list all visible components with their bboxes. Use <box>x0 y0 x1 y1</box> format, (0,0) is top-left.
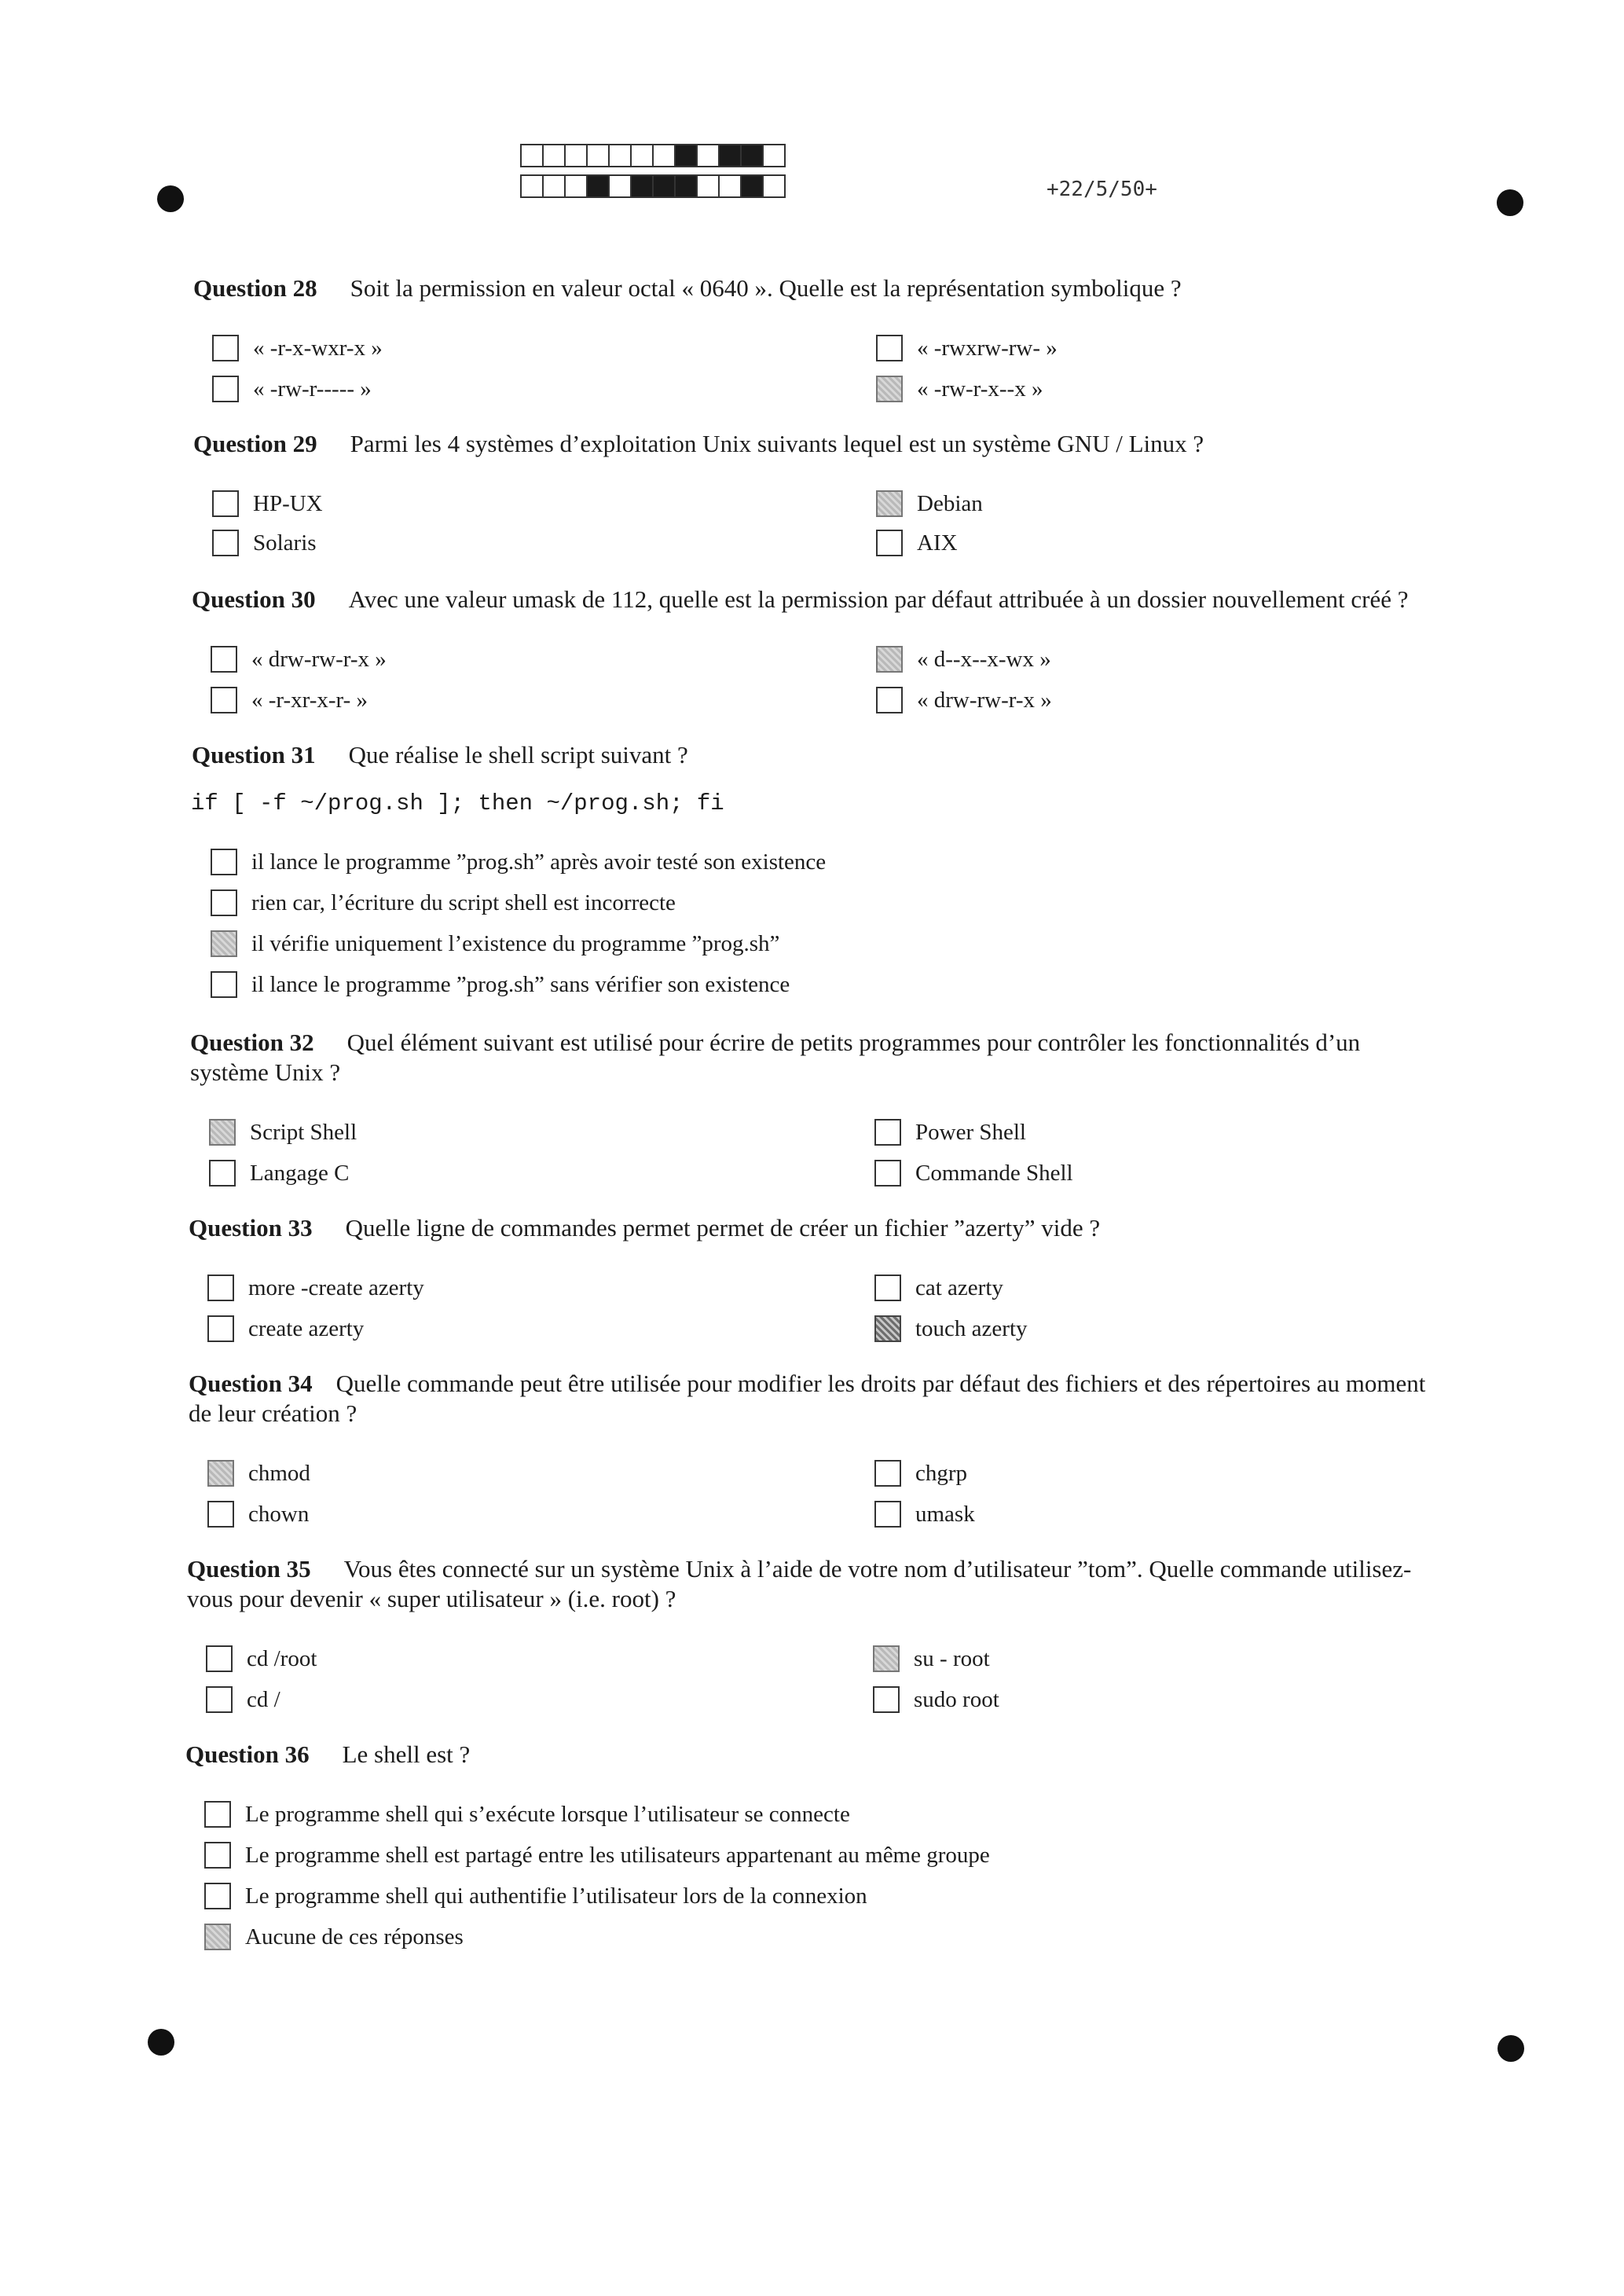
choice-q36-d[interactable] <box>204 1920 464 1953</box>
choice-label: Solaris <box>253 530 317 556</box>
answer-checkbox[interactable] <box>204 1924 231 1950</box>
choice-q32-b[interactable] <box>874 1116 1026 1149</box>
choice-q29-c[interactable] <box>212 526 317 559</box>
choice-q29-a[interactable] <box>212 487 323 520</box>
page-id: +22/5/50+ <box>1047 178 1157 201</box>
question-text-line-1: Quelle commande peut être utilisée pour modifier les droits par défaut des fichiers et des répertoires au moment <box>335 1370 1426 1397</box>
answer-checkbox[interactable] <box>211 930 237 957</box>
question-number: Question 30 <box>192 585 316 613</box>
question-text-line-2: système Unix ? <box>190 1058 341 1086</box>
answer-checkbox[interactable] <box>209 1160 236 1187</box>
question-30 <box>192 585 1504 614</box>
question-text: Soit la permission en valeur octal « 0640 ». Quelle est la représentation symbolique ? <box>350 274 1182 302</box>
question-28 <box>193 273 1505 303</box>
barcode-cell <box>520 174 544 198</box>
question-text-line-1: Quel élément suivant est utilisé pour écrire de petits programmes pour contrôler les fonctionnalités d’un <box>346 1029 1361 1056</box>
answer-checkbox[interactable] <box>874 1160 901 1187</box>
choice-q35-d[interactable] <box>873 1683 999 1716</box>
barcode-cell <box>652 144 676 167</box>
choice-label: « -rw-r----- » <box>253 376 372 402</box>
question-text: Parmi les 4 systèmes d’exploitation Unix suivants lequel est un système GNU / Linux ? <box>350 430 1204 457</box>
choice-label: il vérifie uniquement l’existence du programme ”prog.sh” <box>251 930 780 956</box>
choice-label: « drw-rw-r-x » <box>251 646 387 672</box>
choice-label: « -r-x-wxr-x » <box>253 335 383 361</box>
answer-checkbox[interactable] <box>211 687 237 713</box>
page-barcode-row-2 <box>520 174 784 198</box>
question-text-line-1: Vous êtes connecté sur un système Unix à l’aide de votre nom d’utilisateur ”tom”. Quelle commande utilisez- <box>343 1555 1412 1583</box>
answer-checkbox[interactable] <box>212 335 239 361</box>
answer-checkbox[interactable] <box>874 1460 901 1487</box>
barcode-cell <box>740 144 764 167</box>
choice-q32-d[interactable] <box>874 1157 1073 1190</box>
choice-q30-d[interactable] <box>876 684 1052 717</box>
answer-checkbox[interactable] <box>212 376 239 402</box>
choice-q28-d[interactable] <box>876 372 1043 405</box>
choice-q31-b[interactable] <box>211 886 676 919</box>
choice-q33-b[interactable] <box>874 1271 1003 1304</box>
answer-checkbox[interactable] <box>204 1801 231 1828</box>
answer-checkbox[interactable] <box>876 530 903 556</box>
barcode-cell <box>762 144 786 167</box>
answer-checkbox[interactable] <box>874 1501 901 1528</box>
answer-checkbox[interactable] <box>206 1645 233 1672</box>
choice-label: Le programme shell qui authentifie l’utilisateur lors de la connexion <box>245 1883 867 1909</box>
question-number: Question 35 <box>187 1555 311 1583</box>
answer-checkbox[interactable] <box>874 1315 901 1342</box>
answer-checkbox[interactable] <box>211 646 237 673</box>
answer-checkbox[interactable] <box>206 1686 233 1713</box>
page-barcode-row-1 <box>520 144 784 167</box>
choice-label: « -rwxrw-rw- » <box>917 335 1058 361</box>
choice-q35-b[interactable] <box>873 1642 990 1675</box>
answer-checkbox[interactable] <box>207 1460 234 1487</box>
answer-checkbox[interactable] <box>211 849 237 875</box>
choice-q31-d[interactable] <box>211 968 790 1001</box>
choice-q28-b[interactable] <box>876 332 1058 365</box>
shell-code-snippet: if [ -f ~/prog.sh ]; then ~/prog.sh; fi <box>191 790 724 816</box>
choice-label: cd / <box>247 1686 280 1712</box>
choice-q34-b[interactable] <box>874 1457 967 1490</box>
choice-q35-c[interactable] <box>206 1683 280 1716</box>
choice-label: Le programme shell est partagé entre les utilisateurs appartenant au même groupe <box>245 1842 990 1868</box>
answer-checkbox[interactable] <box>209 1119 236 1146</box>
question-number: Question 32 <box>190 1029 314 1056</box>
answer-checkbox[interactable] <box>873 1686 900 1713</box>
answer-checkbox[interactable] <box>212 490 239 517</box>
barcode-cell <box>520 144 544 167</box>
choice-label: create azerty <box>248 1315 365 1341</box>
choice-label: cd /root <box>247 1645 317 1671</box>
question-number: Question 31 <box>192 741 316 768</box>
choice-label: Power Shell <box>915 1119 1026 1145</box>
answer-checkbox[interactable] <box>204 1883 231 1909</box>
choice-q33-d[interactable] <box>874 1312 1028 1345</box>
corner-registration-mark <box>1497 189 1523 216</box>
barcode-cell <box>630 174 654 198</box>
barcode-cell <box>608 144 632 167</box>
choice-label: il lance le programme ”prog.sh” après avoir testé son existence <box>251 849 827 875</box>
barcode-cell <box>718 144 742 167</box>
corner-registration-mark <box>157 185 184 212</box>
corner-registration-mark <box>148 2029 174 2056</box>
question-text: Le shell est ? <box>342 1740 471 1768</box>
question-text: Quelle ligne de commandes permet permet de créer un fichier ”azerty” vide ? <box>345 1214 1101 1242</box>
barcode-cell <box>696 174 720 198</box>
choice-label: chown <box>248 1501 310 1527</box>
barcode-cell <box>564 174 588 198</box>
choice-q33-a[interactable] <box>207 1271 424 1304</box>
answer-checkbox[interactable] <box>876 687 903 713</box>
choice-label: Langage C <box>250 1160 350 1186</box>
choice-q34-a[interactable] <box>207 1457 310 1490</box>
answer-checkbox[interactable] <box>876 490 903 517</box>
choice-label: AIX <box>917 530 958 556</box>
barcode-cell <box>762 174 786 198</box>
question-text: Que réalise le shell script suivant ? <box>348 741 688 768</box>
choice-q29-d[interactable] <box>876 526 958 559</box>
choice-q32-c[interactable] <box>209 1157 349 1190</box>
answer-checkbox[interactable] <box>873 1645 900 1672</box>
barcode-cell <box>674 144 698 167</box>
question-34 <box>189 1369 1501 1429</box>
answer-checkbox[interactable] <box>207 1275 234 1301</box>
choice-label: « -r-xr-x-r- » <box>251 687 368 713</box>
choice-q35-a[interactable] <box>206 1642 317 1675</box>
barcode-cell <box>542 144 566 167</box>
answer-checkbox[interactable] <box>874 1119 901 1146</box>
question-31 <box>192 740 1504 770</box>
choice-label: « d--x--x-wx » <box>917 646 1051 672</box>
barcode-cell <box>586 144 610 167</box>
barcode-cell <box>652 174 676 198</box>
choice-label: chmod <box>248 1460 310 1486</box>
choice-label: touch azerty <box>915 1315 1028 1341</box>
question-number: Question 34 <box>189 1370 313 1397</box>
question-number: Question 29 <box>193 430 317 457</box>
choice-q34-d[interactable] <box>874 1498 975 1531</box>
choice-q31-a[interactable] <box>211 845 826 878</box>
barcode-cell <box>696 144 720 167</box>
question-33 <box>189 1213 1501 1243</box>
choice-label: chgrp <box>915 1460 968 1486</box>
choice-label: sudo root <box>914 1686 999 1712</box>
choice-label: more -create azerty <box>248 1275 424 1300</box>
answer-checkbox[interactable] <box>876 646 903 673</box>
choice-label: Script Shell <box>250 1119 357 1145</box>
choice-q30-b[interactable] <box>876 643 1051 676</box>
barcode-cell <box>586 174 610 198</box>
answer-checkbox[interactable] <box>207 1315 234 1342</box>
choice-label: il lance le programme ”prog.sh” sans vérifier son existence <box>251 971 790 997</box>
answer-checkbox[interactable] <box>874 1275 901 1301</box>
answer-checkbox[interactable] <box>876 376 903 402</box>
answer-checkbox[interactable] <box>876 335 903 361</box>
barcode-cell <box>608 174 632 198</box>
choice-label: Commande Shell <box>915 1160 1073 1186</box>
barcode-cell <box>542 174 566 198</box>
choice-q34-c[interactable] <box>207 1498 309 1531</box>
choice-q28-a[interactable] <box>212 332 383 365</box>
choice-label: Le programme shell qui s’exécute lorsque l’utilisateur se connecte <box>245 1801 850 1827</box>
corner-registration-mark <box>1498 2035 1524 2062</box>
question-36 <box>185 1740 1498 1770</box>
choice-q29-b[interactable] <box>876 487 983 520</box>
barcode-cell <box>740 174 764 198</box>
answer-checkbox[interactable] <box>211 971 237 998</box>
choice-label: « drw-rw-r-x » <box>917 687 1052 713</box>
question-number: Question 36 <box>185 1740 310 1768</box>
choice-q33-c[interactable] <box>207 1312 364 1345</box>
question-text-line-2: vous pour devenir « super utilisateur » (i.e. root) ? <box>187 1585 676 1612</box>
choice-label: cat azerty <box>915 1275 1003 1300</box>
choice-q36-a[interactable] <box>204 1798 850 1831</box>
barcode-cell <box>674 174 698 198</box>
choice-label: HP-UX <box>253 490 323 516</box>
question-32 <box>190 1028 1502 1087</box>
answer-checkbox[interactable] <box>211 889 237 916</box>
choice-q30-c[interactable] <box>211 684 368 717</box>
answer-checkbox[interactable] <box>207 1501 234 1528</box>
question-number: Question 33 <box>189 1214 313 1242</box>
choice-label: « -rw-r-x--x » <box>917 376 1043 402</box>
barcode-cell <box>630 144 654 167</box>
choice-q28-c[interactable] <box>212 372 372 405</box>
choice-label: Debian <box>917 490 983 516</box>
question-29 <box>193 429 1505 459</box>
choice-q30-a[interactable] <box>211 643 387 676</box>
choice-q31-c[interactable] <box>211 927 779 960</box>
choice-label: Aucune de ces réponses <box>245 1924 464 1949</box>
question-35 <box>187 1554 1499 1614</box>
choice-q36-b[interactable] <box>204 1839 990 1872</box>
answer-checkbox[interactable] <box>204 1842 231 1869</box>
barcode-cell <box>564 144 588 167</box>
question-text: Avec une valeur umask de 112, quelle est la permission par défaut attribuée à un dossier nouvellement créé ? <box>348 585 1409 613</box>
choice-label: rien car, l’écriture du script shell est incorrecte <box>251 889 676 915</box>
barcode-cell <box>718 174 742 198</box>
choice-q36-c[interactable] <box>204 1880 867 1913</box>
choice-label: su - root <box>914 1645 990 1671</box>
choice-label: umask <box>915 1501 975 1527</box>
choice-q32-a[interactable] <box>209 1116 357 1149</box>
question-number: Question 28 <box>193 274 317 302</box>
answer-checkbox[interactable] <box>212 530 239 556</box>
question-text-line-2: de leur création ? <box>189 1399 357 1427</box>
